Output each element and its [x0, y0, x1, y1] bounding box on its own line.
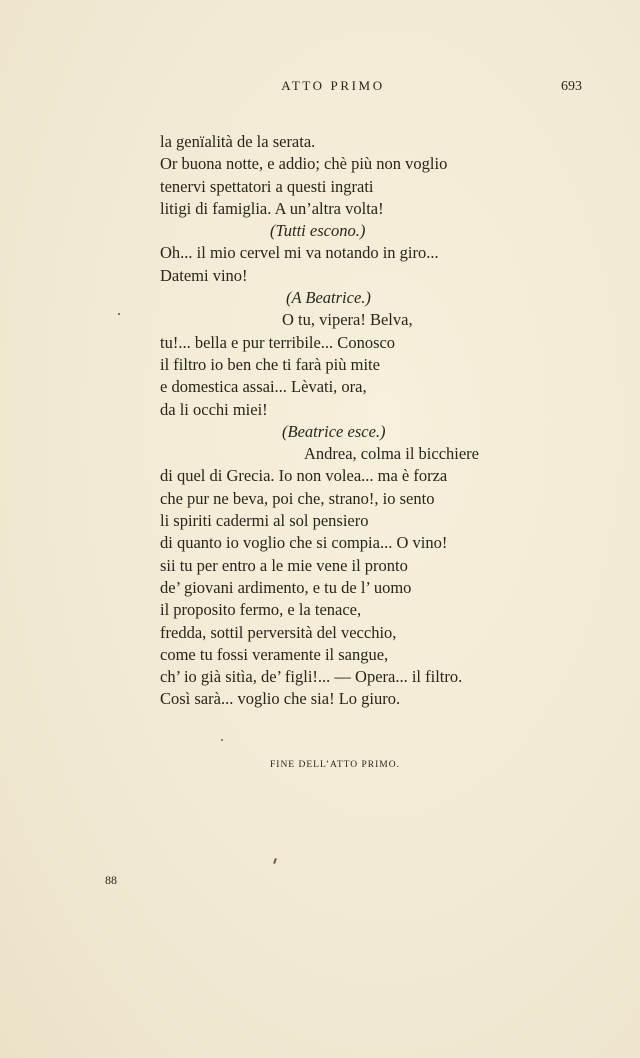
verse-line: che pur ne beva, poi che, strano!, io sento: [160, 488, 435, 508]
verse-line: di quel di Grecia. Io non volea... ma è forza: [160, 466, 448, 486]
paper-speck: [221, 739, 223, 741]
verse-line: come tu fossi veramente il sangue,: [160, 644, 389, 664]
end-of-act-note: FINE DELL’ATTO PRIMO.: [270, 760, 400, 770]
verse-line: tu!... bella e pur terribile... Conosco: [160, 332, 396, 352]
verse-line: e domestica assai... Lèvati, ora,: [160, 377, 367, 397]
verse-line: Così sarà... voglio che sia! Lo giuro.: [160, 689, 401, 709]
verse-line: Andrea, colma il bicchiere: [304, 444, 479, 464]
verse-line: fredda, sottil perversità del vecchio,: [160, 622, 397, 642]
verse-line: ch’ io già sitìa, de’ figli!... — Opera... il filtro.: [160, 667, 463, 687]
verse-line: Or buona notte, e addio; chè più non voglio: [160, 154, 448, 174]
signature-mark: 88: [105, 873, 117, 887]
verse-line: il filtro io ben che ti farà più mite: [160, 354, 380, 374]
verse-line: tenervi spettatori a questi ingrati: [160, 176, 374, 196]
page-number: 693: [561, 79, 582, 94]
paper-speck: [273, 858, 277, 864]
verse-line: la genïalità de la serata.: [160, 132, 316, 151]
verse-line: li spiriti cadermi al sol pensiero: [160, 511, 369, 531]
verse-line: Datemi vino!: [160, 265, 248, 285]
verse-line: de’ giovani ardimento, e tu de l’ uomo: [160, 577, 412, 597]
verse-line: di quanto io voglio che si compia... O vino!: [160, 533, 448, 553]
verse-line: O tu, vipera! Belva,: [282, 310, 413, 330]
stage-direction: (A Beatrice.): [286, 288, 371, 308]
stage-direction: (Tutti escono.): [270, 221, 366, 241]
verse-line: sii tu per entro a le mie vene il pronto: [160, 555, 408, 575]
paper-speck: [118, 313, 120, 315]
running-title: ATTO PRIMO: [281, 78, 385, 93]
verse-line: il proposito fermo, e la tenace,: [160, 600, 362, 620]
verse-line: Oh... il mio cervel mi va notando in giro...: [160, 243, 439, 263]
verse-line: litigi di famiglia. A un’altra volta!: [160, 198, 384, 218]
stage-direction: (Beatrice esce.): [282, 421, 386, 441]
verse-block: [160, 131, 530, 711]
verse-line: da li occhi miei!: [160, 399, 268, 419]
